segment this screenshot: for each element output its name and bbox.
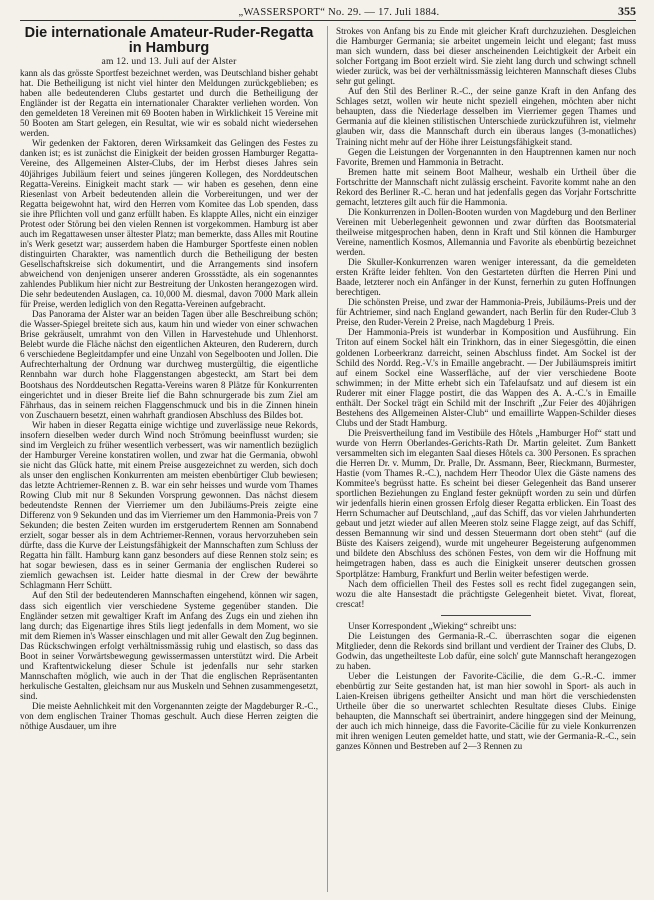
paragraph: Ueber die Leistungen der Favorite-Cäcilie, die dem G.-R.-C. immer ebenbürtig zur Seite gestanden hat, ist man hier sowohl in Sport- als auch in Laien-Kreisen übrigens getheilter Ansicht und man hört die verschiedensten Urtheile über die so unerwartet schlechten Resultate dieses Clubs. Einige behaupten, die Mannschaft sei übertrainirt, andere hinggegen sind der Meinung, der auch ich mich hinneige, dass die Favorite-Cäcilie für zu viele Konkurrenzen mit ihren wenigen Leuten gemeldet hatte, und statt, wie der Germania-R.-C., sein ganzes Können und Bestreben auf 2—3 Rennen zu: [336, 670, 636, 752]
running-title: „WASSERSPORT“ No. 29. — 17. Juli 1884.: [238, 7, 440, 18]
paragraph: Das Panorama der Alster war an beiden Tagen über alle Beschreibung schön; die Wasser-Spiegel breitete sich aus, kaum hin und wieder von einer schwachen Brise gekräuselt, umrahmt von den Villen in Harvestehude und Uhlenhorst. Belebt wurde die Fläche nächst den eigentlichen Akteuren, den Ruderern, durch 6 verschiedene Begleitdampfer und eine Unzahl von Segelbooten und Jollen. Die Aufrechterhaltung der Ordnung war durchweg mustergültig, die eigentliche Rennbahn war durch hohe Flaggenstangen abgesteckt, am Start bei dem Bootshaus des Norddeutschen Regatta-Vereins waren 8 Plätze für Konkurrenten eingerichtet und in dieser Breite lief die Bahn schnurgerade bis zum Ziel am Fährhaus, das in seinem reichen Flaggenschmuck und bis in die Zinnen hinein von Zuschauern besetzt, einen wahrhaft grandiosen Abschluss des Bildes bot.: [20, 309, 318, 420]
paragraph: Wir gedenken der Faktoren, deren Wirksamkeit das Gelingen des Festes zu danken ist; es ist zunächst die Einigkeit der beiden grossen Hamburger Regatta-Vereine, des Allgemeinen Alster-Clubs, der im Herbst dieses Jahres sein 40jähriges Jubiläum feiert und seines jüngeren Kollegen, des Norddeutschen Regatta-Vereins. Einigkeit macht stark — wir haben es gesehen, denn eine Riesenlast von Arbeit bedeutenden allein die Vorbereitungen, und wer der Regatta beigewohnt hat, wird den Herren vom Komitee das Lob spenden, dass sie ihre Pflichten voll und ganz erfüllt haben. Es klappte Alles, nicht ein einziger Protest oder Störung bei den vielen Rennen ist vorgekommen. Hamburg ist aber auch im Regattawesen unser ältester Platz; man bemerkte, dass Alles mit Routine in's Werk gesetzt war; ausserdem haben die Hamburger Sportfeste einen noblen distinguirten Charakter, was namentlich durch die Betheiligung der besten Gesellschaftskreise sich dokumentirt, und die Arrangements sind insofern abweichend von denjenigen unserer anderen Grossstädte, als ein sogenanntes zahlendes Publikum hier nicht zur Bestreitung der Unkosten herangezogen wird. Die sehr bedeutenden Auslagen, ca. 10,000 M. diesmal, davon 7000 Mark allein für Preise, werden lediglich von den Regatta-Vereinen aufgebracht.: [20, 138, 318, 310]
section-separator: [441, 615, 531, 616]
paragraph: Die Preisvertheilung fand im Vestibüle des Hôtels „Hamburger Hof“ statt und wurde von Herrn Oberlandes-Gerichts-Rath Dr. Martin geleitet. Zum Bankett versammelten sich im eleganten Saal dieses Hôtels ca. 300 Personen. Es sprachen die Herren Dr. v. Mumm, Dr. Pralle, Dr. Assmann, Beer, Rieckmann, Burmester, Hastie (vom Thames R.-C.), nachdem Herr Theodor Ulex die Gäste namens des Kommitee's begrüsst hatte. Es scheint bei dieser Gelegenheit das Band unserer sportlichen Beziehungen zu England fester geknüpft worden zu sein und dürfen wir jedenfalls hierin einen grossen Erfolg dieser Regatta erblicken. Ein Toast des Herrn Schumacher auf Deutschland, „auf das Schiff, das vor vielen Jahrhunderten gebaut und jetzt wieder auf allen Meeren stolz seine Flagge zeigt, auf das Schiff, dessen Bemannung wir sind und dessen Steuermann dort oben steht“ (auf die Büste des Kaisers zeigend), wurde mit ungeheurer Begeisterung aufgenommen und bildete den Abschluss des schönen Festes, von dem wir die Hoffnung mit heimgetragen haben, dass es auch die Einigkeit unserer deutschen grossen Sportplätze: Hamburg, Frankfurt und Berlin weiter befestigen werde.: [336, 427, 636, 579]
paragraph: Die meiste Aehnlichkeit mit den Vorgenannten zeigte der Magdeburger R.-C., von dem englischen Trainer Thomas geschult. Auch diese Herren zeigten die nöthige Ausdauer, um ihre: [20, 701, 318, 732]
paragraph: Der Hammonia-Preis ist wunderbar in Komposition und Ausführung. Ein Triton auf einem Sockel hält ein Trinkhorn, das in einer Siegesgöttin, die einen goldenen Lorbeerkranz darreicht, seinen Abschluss findet. Am Sockel ist der Schild des Nordd. Reg.-V.'s in Emaille angebracht. — Der Jubiläumspreis imitirt auf einem Sockel eine Wasserfläche, auf der vier verschiedene Boote schwimmen; in der Mitte erhebt sich ein Tafelaufsatz und auf diesem ist ein Ruderer mit einer Flagge postirt, die das Wappen des A. A.-C.'s in Emaille enthält. Der Sockel trägt ein Schild mit der Inschrift „Zur Feier des 40jährigen Bestehens des Allgemeinen Alster-Club“ und emaillirte Wappen-Schilder dieses Clubs und der Stadt Hamburg.: [336, 327, 636, 428]
column-rule: [327, 26, 328, 892]
paragraph: Die schönsten Preise, und zwar der Hammonia-Preis, Jubiläums-Preis und der für Achtriemer, sind nach England gewandert, nach Berlin für den Ruder-Club 3 Preise, den Ruder-Verein 2 Preise, nach Magdeburg 1 Preis.: [336, 297, 636, 328]
paragraph: Strokes von Anfang bis zu Ende mit gleicher Kraft durchzuziehen. Desgleichen die Hamburger Germania; sie arbeitet ungemein leicht und elegant; fast muss man sich wundern, dass bei dieser anscheinenden Leichtigkeit der Arbeit ein solcher Fortgang im Boot erzielt wird. Sie zieht lang durch und schwingt schnell wieder zurück, was bei der verhältnissmässig leichteren Mannschaft dieses Clubs sehr gut gelingt.: [336, 26, 636, 87]
paragraph: Die Leistungen des Germania-R.-C. überraschten sogar die eigenen Mitglieder, denn die Rekords sind brillant und verdient der Trainer des Clubs, D. Godwin, das ungetheilteste Lob dafür, eine solch' gute Mannschaft herangezogen zu haben.: [336, 630, 636, 671]
paragraph: Bremen hatte mit seinem Boot Malheur, weshalb ein Urtheil über die Fortschritte der Mannschaft nicht zulässig erscheint. Favorite kommt nahe an den Rekord des Berliner R.-C. heran und hat jedenfalls gegen das Vorjahr Fortschritte gemacht, letzteres gilt auch für die Hammonia.: [336, 166, 636, 207]
paragraph: Die Konkurrenzen in Dollen-Booten wurden von Magdeburg und den Berliner Vereinen mit Ueberlegenheit gewonnen und zwar dürften das Bootsmaterial theilweise mitgesprochen haben, denn in Kraft und Stil können die Hamburger Vereine, namentlich Kosmos, Allemannia und Favorite als ebenbürtig bezeichnet werden.: [336, 206, 636, 258]
header-rule: [20, 20, 636, 21]
paragraph: kann als das grösste Sportfest bezeichnet werden, was Deutschland bisher gehabt hat. Die Betheiligung ist nicht viel hinter den Meldungen zurückgeblieben; es haben alle bedeutenderen Clubs gestartet und durch die Betheiligung der Engländer ist der Regatta ein internationaler Charakter verliehen worden. Von den gemeldeten 18 Vereinen mit 69 Booten haben in Wirklichkeit 15 Vereine mit 50 Booten am Start gelegen, ein Resultat, wie wir es sobald nicht wiedersehen werden.: [20, 68, 318, 139]
paragraph: Auf den Stil der bedeutenderen Mannschaften eingehend, können wir sagen, dass sich eigentlich vier verschiedene Systeme gegenüber standen. Die Engländer setzen mit gewaltiger Kraft im Anfang des Zugs ein und ziehen ihn lang durch; das Eigenartige ihres Stils liegt jedenfalls in dem Moment, wo sie mit dem Riemen in's Wasser einschlagen und mit aller Gewalt den Zug beginnen. Das Rückschwingen erfolgt verhältnissmässig ruhig und elastisch, so dass das Boot in seiner Vorwärtsbewegung gewissermassen unterstützt wird. Die Arbeit und Kraftentwickelung dieser Schule ist jedenfalls nur sehr starken Mannschaften möglich, wie auch in der That die englischen Repräsentanten herkulische Gestalten, gleichsam nur aus Muskeln und Sehnen zusammengesetzt, sind.: [20, 590, 318, 701]
paragraph: Gegen die Leistungen der Vorgenannten in den Hauptrennen kamen nur noch Favorite, Bremen und Hammonia in Betracht.: [336, 146, 636, 167]
paragraph: Nach dem officiellen Theil des Festes soll es recht fidel zugegangen sein, wozu die alte Hansestadt die prächtigste Gelegenheit bietet. Vivat, floreat, crescat!: [336, 578, 636, 609]
right-column: [336, 26, 636, 894]
paragraph: Die Skuller-Konkurrenzen waren weniger interessant, da die gemeldeten ersten Kräfte leider fehlten. Von den Gestarteten dürften die Herren Pini und Baade, letzterer noch ein Anfänger in der Kunst, fernerhin zu guten Hoffnungen berechtigen.: [336, 257, 636, 298]
left-column: [20, 26, 318, 894]
article-subtitle: am 12. und 13. Juli auf der Alster: [101, 56, 237, 67]
article-title: Die internationale Amateur-Ruder-Regatta in Hamburg: [24, 26, 314, 56]
correspondent-intro: Unser Korrespondent „Wieking“ schreibt uns:: [348, 620, 517, 631]
page-number: 355: [618, 4, 636, 18]
paragraph: Wir haben in dieser Regatta einige wichtige und zuverlässige neue Rekords, insofern dieselben weder durch Wind noch Strömung beeinflusst wurden; sie sind im Vergleich zu früher wesentlich verbessert, was wir namentlich bezüglich der Hamburger Vereine konstatiren wollen, und zwar hat die Germania, obwohl sie nicht das Glück hatte, mit einem Preise ausgezeichnet zu werden, sich doch als unser den englischen Konkurrenten am meisten ebenbürtiger Club bewiesen; das letzte Achtriemer-Rennen z. B. war ein sehr heisses und wurde vom Thames Rowing Club mit nur 8 Sekunden Vorsprung gewonnen. Das nächst diesem bedeutendste Rennen der Vierriemer um den Jubiläums-Preis zeigte eine Differenz von 9 Sekunden und das im Vierriemer um den Hammonia-Preis von 7 Sekunden; die besten Zeiten wurden im erstgerudertem Rennen am Sonnabend erzielt, sogar besser als in dem Achtriemer-Rennen, voraus hervorzuheben sein dürfte, dass die Kurve der Leistungsfähigkeit der Mannschaften zum Schluss der Regatta hin fällt. Hamburg kann ganz besonders auf diese Rennen stolz sein; es hat sogar bewiesen, dass es in seiner Germania der englischen Ruderei so ziemlich gewachsen ist. Leider hatte diesmal in der Crew der bewährte Schlagmann Herr Schütt.: [20, 419, 318, 591]
paragraph: Auf den Stil des Berliner R.-C., der seine ganze Kraft in den Anfang des Schlages setzt, wollen wir heute nicht speziell eingehen, möchten aber nicht behaupten, dass die Niederlage desselben im Vierriemer gegen Thames und Germania auf die kleinen stilistischen Unterschiede zurückzuführen ist, vielmehr glauben wir, dass die Mannschaft durch ein überaus langes (3-monatliches) Training nicht mehr auf der Höhe ihrer Leistungsfähigkeit stand.: [336, 86, 636, 147]
